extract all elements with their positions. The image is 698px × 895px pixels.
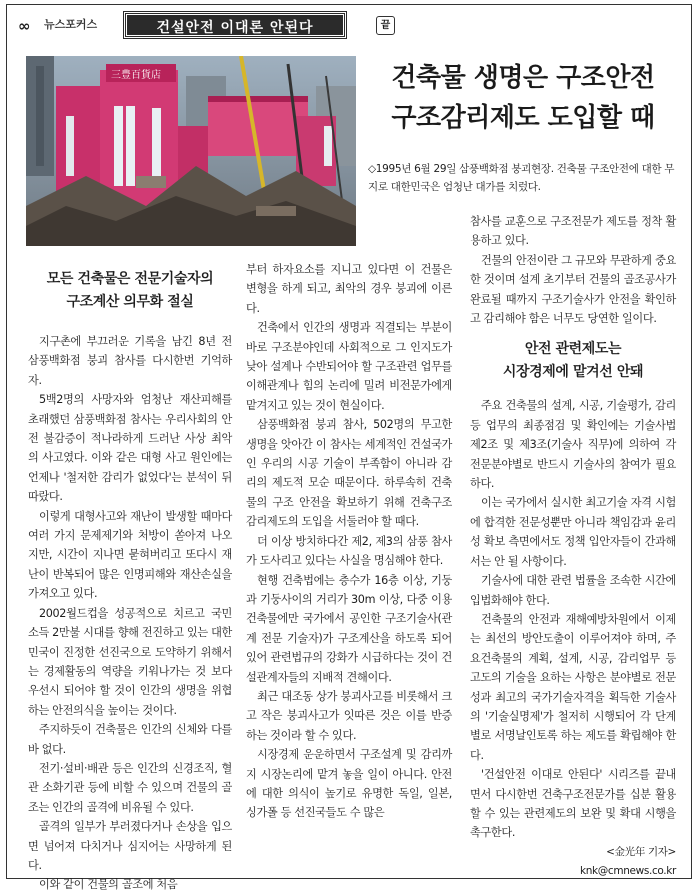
collapse-photo-illustration (26, 56, 356, 246)
article-header (18, 12, 391, 40)
paragraph: 기술사에 대한 관련 법률을 조속한 시간에 입법화해야 한다. (470, 574, 676, 607)
paragraph: 전기·설비·배관 등은 인간의 신경조직, 혈관 소화기관 등에 비할 수 있으며 건물의 골조는 인간의 골격에 비유될 수 있다. (28, 761, 232, 814)
paragraph: 부터 하자요소를 지니고 있다면 이 건물은 변형을 하게 되고, 최악의 경우 붕괴에 이른다. (246, 263, 452, 315)
subhead-1-line-2: 구조계산 의무화 절실 (66, 294, 194, 310)
series-title: 건설안전 이대론 안된다 (124, 12, 346, 38)
news-focus-logo (18, 14, 120, 36)
logo-mark-icon: ∞ (18, 17, 29, 35)
subhead-1 (28, 268, 232, 314)
paragraph: 현행 건축법에는 층수가 16층 이상, 기둥과 기둥사이의 거리가 30m 이상, 다중 이용건축물에만 국가에서 공인한 구조기술사(관계 전문 기술자)가 구조계산을 하도록 되어있어 관련법규의 강화가 시급하다는 것이 건설관계자들의 지배적 견해이다. (246, 573, 452, 684)
subhead-1-line-1: 모든 건축물은 전문기술자의 (46, 271, 214, 287)
paragraph: 5백2명의 사망자와 엄청난 재산피해를 초래했던 삼풍백화점 참사는 우리사회의 안전 불감증이 적나라하게 드러난 사상 최악의 사고였다. 이와 같은 대형 사고 원인에는 언제나 '철저한 감리가 없었다'는 분석이 뒤따랐다. (28, 393, 232, 504)
logo-text: 뉴스포커스 (44, 18, 98, 31)
paragraph: 더 이상 방치하다간 제2, 제3의 삼풍 참사가 도사리고 있다는 사실을 명심해야 한다. (246, 534, 452, 568)
paragraph: 주지하듯이 건축물은 인간의 신체와 다를 바 없다. (28, 723, 232, 756)
collapse-site-photo (26, 56, 356, 246)
byline: <金光年 기자> (606, 845, 676, 858)
paragraph: 건물의 안전이란 그 규모와 무관하게 중요한 것이며 설계 초기부터 건물의 골조공사가 완료될 때까지 구조기술사가 안전을 확인하고 감리해야 함은 너무도 당연한 일이다. (470, 253, 676, 326)
paragraph: 지구촌에 부끄러운 기록을 남긴 8년 전 삼풍백화점 붕괴 참사를 다시한번 기억하자. (28, 335, 232, 387)
subhead-2 (470, 338, 676, 384)
headline-line-1: 건축물 생명은 구조안전 (391, 63, 655, 93)
article-column-3 (470, 212, 676, 882)
paragraph: '건설안전 이대로 안된다' 시리즈를 끝내면서 다시한번 건축구조전문가를 십분 활용할 수 있는 관련제도의 보완 및 확대 시행을 촉구한다. (470, 768, 676, 840)
paragraph: 이는 국가에서 실시한 최고기술 자격 시험에 합격한 전문성뿐만 아니라 책임감과 윤리성 확보 측면에서도 정책 입안자들이 간과해서는 안 될 사항이다. (470, 496, 676, 568)
headline-line-2: 구조감리제도 도입할 때 (391, 103, 655, 133)
paragraph: 주요 건축물의 설계, 시공, 기술평가, 감리 등 업무의 최종점검 및 확인에는 기술사법 제2조 및 제3조(기술사 직무)에 의하여 각 전문분야별로 반드시 기술사의 참여가 필요하다. (470, 399, 676, 491)
photo-caption: ◇1995년 6월 29일 삼풍백화점 붕괴현장. 건축물 구조안전에 대한 무지로 대한민국은 엄청난 대가를 치렀다. (368, 163, 675, 193)
paragraph: 삼풍백화점 붕괴 참사, 502명의 무고한 생명을 앗아간 이 참사는 세계적인 건설국가인 우리의 시공 기술이 부족함이 아니라 감리의 제도적 모순 때문이다. 하루속히 건축물의 구조 안전을 확보하기 위해 건축구조 감리제도의 도입을 서둘러야 할 때다. (246, 418, 452, 529)
paragraph: 이와 같이 건물의 골조에 처음 (39, 878, 178, 892)
article-headline (370, 58, 676, 138)
paragraph: 시장경제 운운하면서 구조설계 및 감리까지 시장논리에 맡겨 놓을 일이 아니다. 안전에 대한 의식이 높기로 유명한 독일, 일본, 싱가폴 등 선진국들도 수 많은 (246, 748, 452, 820)
subhead-2-line-1: 안전 관련제도는 (524, 341, 622, 358)
paragraph: 최근 대조동 상가 붕괴사고를 비롯해서 크고 작은 붕괴사고가 잇따른 것은 이를 반증하는 것이라 할 수 있다. (246, 689, 452, 742)
paragraph: 참사를 교훈으로 구조전문가 제도를 정착 활용하고 있다. (470, 215, 676, 248)
svg-text:三豊百貨店: 三豊百貨店 (111, 70, 161, 81)
paragraph: 골격의 일부가 부러졌다거나 손상을 입으면 넘어져 다치거나 심지어는 사망하게 된다. (28, 820, 232, 872)
paragraph: 2002월드컵을 성공적으로 치르고 국민소득 2만불 시대를 향해 전진하고 있는 대한민국이 진정한 선진국으로 도약하기 위해서는 경제활동의 역량을 키워나가는 것 보다 우선시 되어야 할 것이 인간의 생명을 위협하는 안전의식을 높이는 것이다. (28, 606, 232, 717)
subhead-2-line-2: 시장경제에 맡겨선 안돼 (502, 364, 644, 381)
paragraph: 건축에서 인간의 생명과 직결되는 부분이 바로 구조분야인데 사회적으로 그 인지도가 낮아 설계나 수반되어야 할 구조관련 업무를 이해관계나 힘의 논리에 밀려 비전문가에게 맡겨지고 있는 것이 현실이다. (246, 321, 452, 412)
article-column-2 (246, 260, 452, 823)
paragraph: 건축물의 안전과 재해예방차원에서 이제는 최선의 방안도출이 이루어져야 하며, 주요건축물의 계획, 설계, 시공, 감리업무 등 고도의 기술을 요하는 사항은 분야별로 전문성과 최고의 국가기술자격을 획득한 기술사의 '기술실명제'가 철저히 시행되어 각 단계별로 서명날인토록 하는 제도를 확립해야 한다. (470, 612, 676, 762)
end-badge: 끝 (376, 16, 395, 35)
reporter-email: knk@cmnews.co.kr (580, 865, 676, 878)
article-column-1 (28, 268, 232, 895)
paragraph: 이렇게 대형사고와 재난이 발생할 때마다 여러 가지 문제제기와 처방이 쏟아져 나오지만, 시간이 지나면 묻혀버리고 또다시 재난이 반복되어 많은 인명피해와 재산손실을 가져오고 있다. (28, 509, 232, 601)
